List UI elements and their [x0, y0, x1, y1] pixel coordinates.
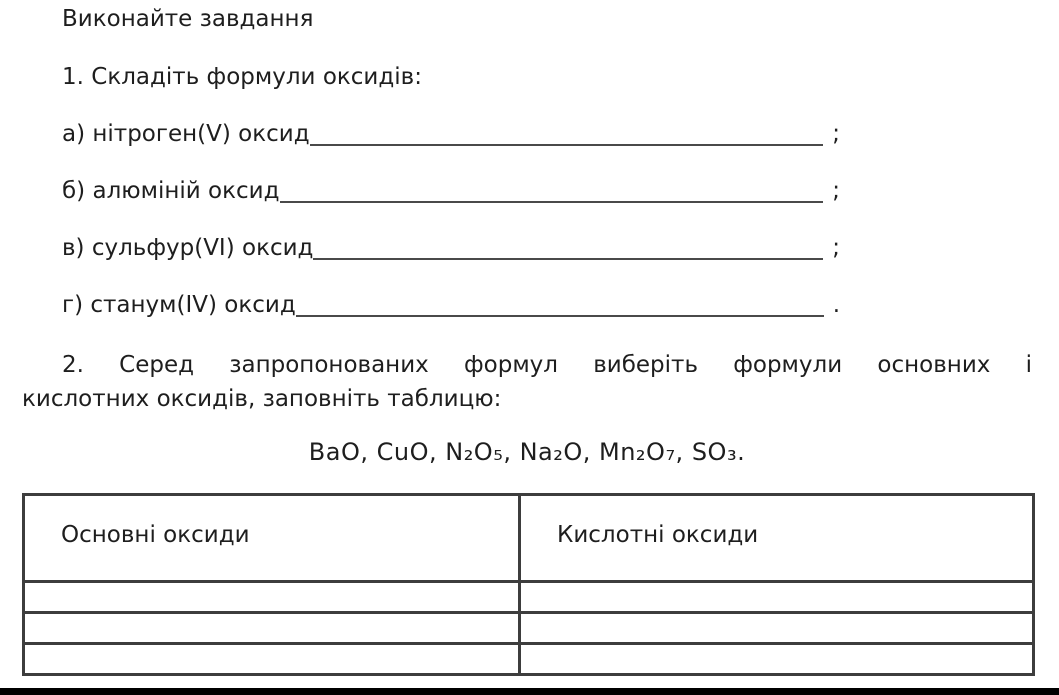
task2-text-line1: 2. Серед запропонованих формул виберіть формули основних і	[62, 352, 1032, 378]
oxides-table	[22, 493, 1035, 676]
fill-line-g	[62, 291, 840, 319]
worksheet-content	[22, 0, 1032, 676]
fill-line-v-punctuation: ;	[832, 235, 840, 261]
empty-answer-cell[interactable]	[24, 582, 520, 613]
fill-line-v	[62, 234, 840, 262]
empty-answer-cell[interactable]	[520, 582, 1034, 613]
fill-line-b-label: б) алюміній оксид	[62, 178, 280, 204]
page-title: Виконайте завдання	[62, 6, 314, 32]
fill-line-a	[62, 120, 840, 148]
table-header-acidic-oxides: Кислотні оксиди	[520, 495, 1034, 582]
table-row	[24, 613, 1034, 644]
fill-line-g-label: г) станум(IV) оксид	[62, 292, 296, 318]
fill-line-a-punctuation: ;	[832, 121, 840, 147]
task1-heading: 1. Складіть формули оксидів:	[62, 64, 422, 90]
fill-line-b	[62, 177, 840, 205]
fill-line-b-punctuation: ;	[832, 178, 840, 204]
fill-line-a-answer-blank[interactable]	[310, 120, 824, 146]
table-header-row	[24, 495, 1034, 582]
bottom-divider-bar	[0, 688, 1059, 695]
table-row	[24, 644, 1034, 675]
fill-line-v-answer-blank[interactable]	[313, 234, 823, 260]
fill-line-g-punctuation: .	[832, 292, 840, 318]
empty-answer-cell[interactable]	[24, 613, 520, 644]
fill-line-g-answer-blank[interactable]	[296, 291, 824, 317]
fill-line-v-label: в) сульфур(VI) оксид	[62, 235, 314, 261]
fill-line-b-answer-blank[interactable]	[280, 177, 824, 203]
table-header-basic-oxides: Основні оксиди	[24, 495, 520, 582]
fill-line-a-label: а) нітроген(V) оксид	[62, 121, 310, 147]
empty-answer-cell[interactable]	[520, 613, 1034, 644]
task2-text-line2: кислотних оксидів, заповніть таблицю:	[22, 386, 502, 412]
empty-answer-cell[interactable]	[520, 644, 1034, 675]
empty-answer-cell[interactable]	[24, 644, 520, 675]
formula-list: BaO, CuO, N₂O₅, Na₂O, Mn₂O₇, SO₃.	[308, 438, 746, 466]
table-row	[24, 582, 1034, 613]
